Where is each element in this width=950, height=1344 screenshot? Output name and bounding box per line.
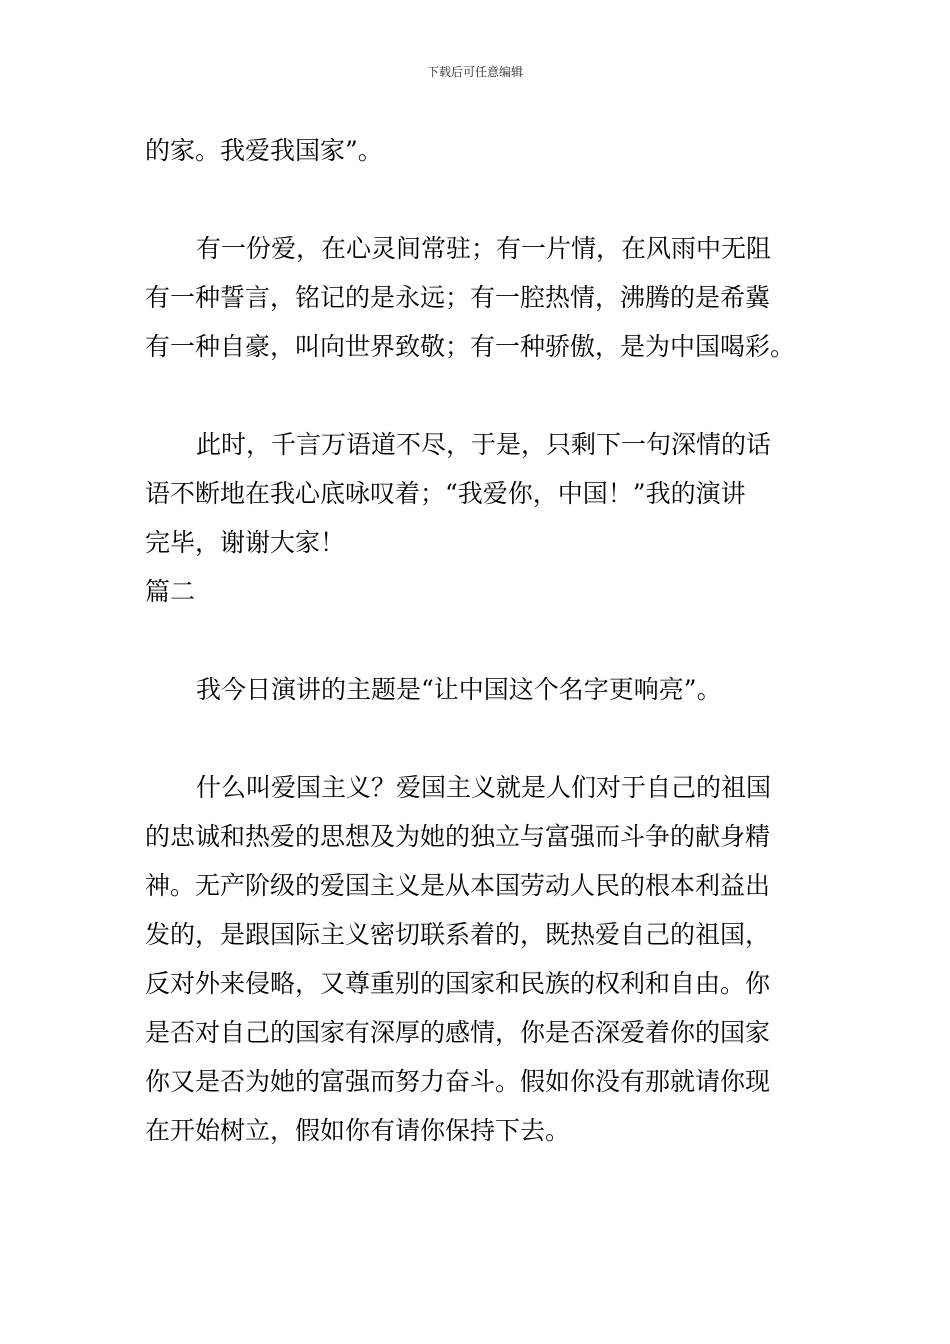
- paragraph: [145, 126, 809, 175]
- text-line: 你又是否为她的富强而努力奋斗。假如你没有那就请你现: [145, 1067, 771, 1096]
- text-line: 反对外来侵略，又尊重别的国家和民族的权利和自由。你: [145, 969, 771, 998]
- paragraph-spacer: [145, 371, 809, 420]
- text-line: 语不断地在我心底咏叹着；“我爱你，中国！”我的演讲: [145, 479, 746, 508]
- text-line: 有一份爱，在心灵间常驻；有一片情，在风雨中无阻: [196, 234, 772, 263]
- text-line: 神。无产阶级的爱国主义是从本国劳动人民的根本利益出: [145, 871, 771, 900]
- section-heading: [145, 567, 809, 616]
- text-line: 完毕，谢谢大家！: [145, 528, 346, 557]
- text-line: 的忠诚和热爱的思想及为她的独立与富强而斗争的献身精: [145, 822, 771, 851]
- paragraph: [145, 763, 809, 1155]
- paragraph-spacer: [145, 175, 809, 224]
- text-line: 什么叫爱国主义？爱国主义就是人们对于自己的祖国: [196, 773, 772, 802]
- paragraph: [145, 665, 809, 714]
- text-line: 在开始树立，假如你有请你保持下去。: [145, 1116, 571, 1145]
- paragraph: [145, 224, 809, 371]
- paragraph: [145, 420, 809, 567]
- text-line: 有一种誓言，铭记的是永远；有一腔热情，沸腾的是希冀: [145, 283, 771, 312]
- page-header: 下载后可任意编辑: [426, 65, 523, 79]
- text-line: 篇二: [145, 577, 196, 606]
- text-line: 此时，千言万语道不尽，于是，只剩下一句深情的话: [196, 430, 772, 459]
- text-line: 是否对自己的国家有深厚的感情，你是否深爱着你的国家: [145, 1018, 771, 1047]
- document-body: [145, 126, 809, 1155]
- text-line: 我今日演讲的主题是“让中国这个名字更响亮”。: [196, 675, 722, 704]
- paragraph-spacer: [145, 616, 809, 665]
- text-line: 有一种自豪，叫向世界致敬；有一种骄傲，是为中国喝彩。: [145, 332, 796, 361]
- text-line: 的家。我爱我国家”。: [145, 136, 383, 165]
- text-line: 发的，是跟国际主义密切联系着的，既热爱自己的祖国，: [145, 920, 771, 949]
- paragraph-spacer: [145, 714, 809, 763]
